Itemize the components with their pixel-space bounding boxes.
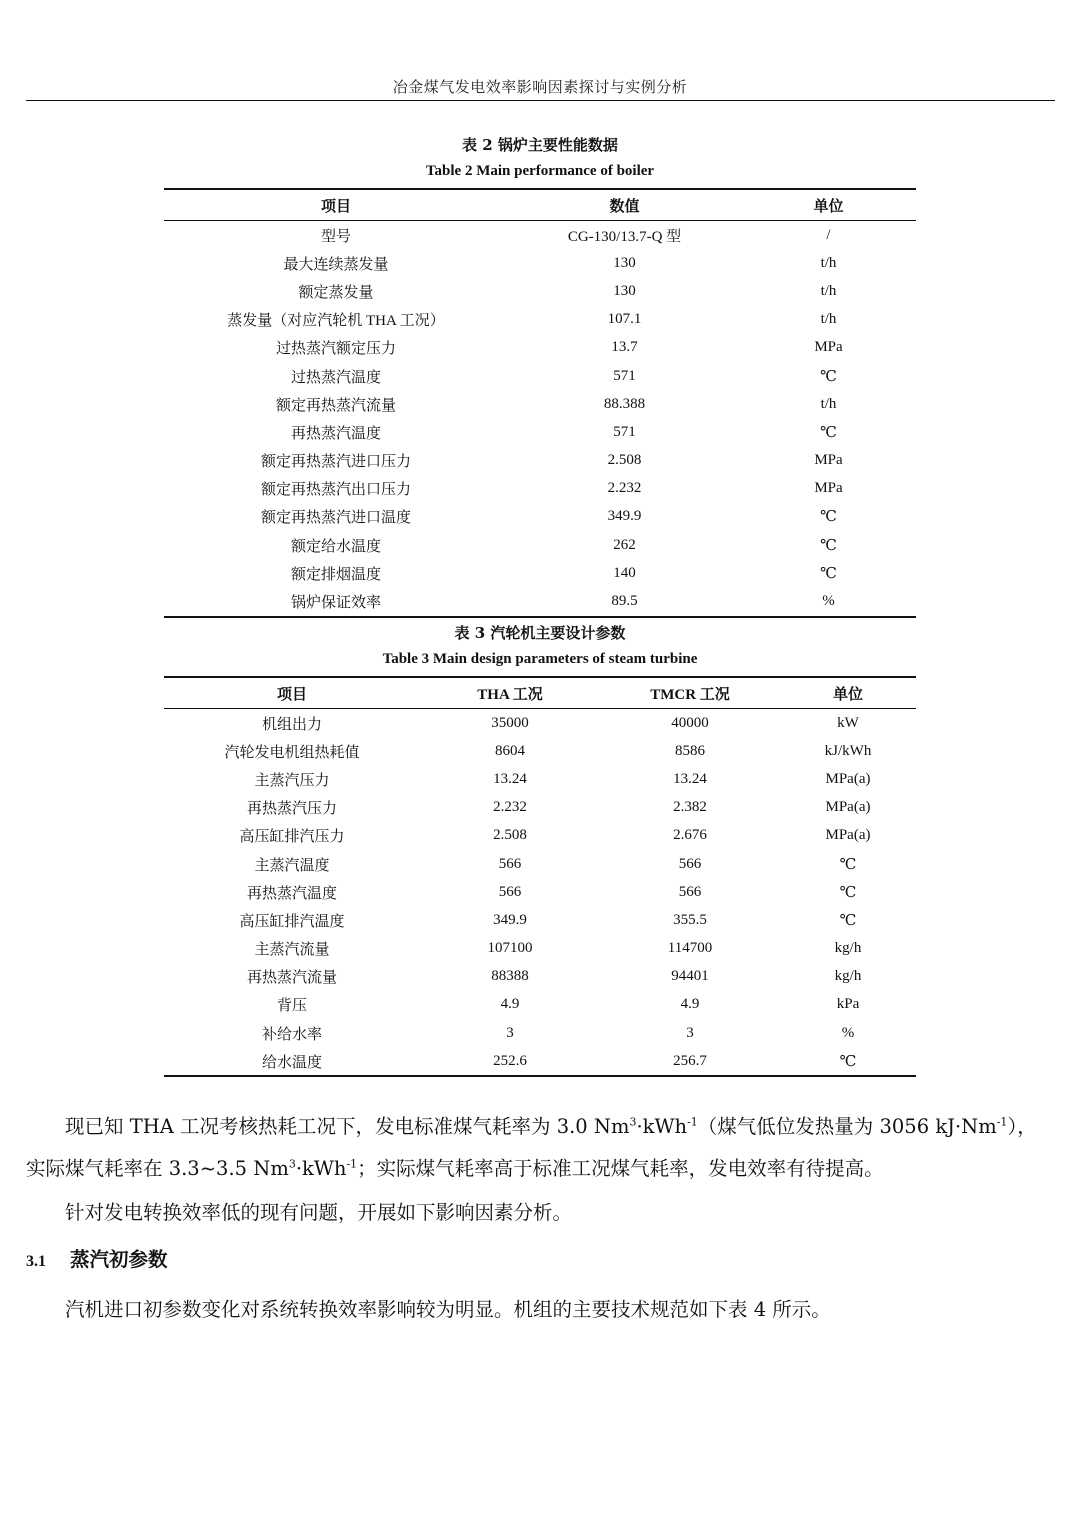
- table-cell: 额定再热蒸汽进口温度: [260, 510, 411, 527]
- table-cell: 355.5: [673, 911, 707, 928]
- section-heading: [26, 1244, 168, 1272]
- section-title: 蒸汽初参数: [70, 1248, 168, 1271]
- table-row: [164, 559, 916, 587]
- table-cell: ℃: [780, 1047, 916, 1076]
- table-cell: 2.232: [607, 480, 642, 497]
- table-header-row: [164, 189, 916, 221]
- table-cell: 2.382: [673, 799, 707, 816]
- table-row: [164, 737, 916, 765]
- table-row: [164, 709, 916, 738]
- table-cell: MPa(a): [825, 799, 871, 816]
- table-cell: 566: [498, 855, 522, 872]
- table-cell: 262: [613, 536, 636, 553]
- table-cell: 89.5: [508, 587, 741, 616]
- paragraph-text: ·kWh: [636, 1115, 688, 1138]
- table-cell: 额定蒸发量: [298, 284, 374, 301]
- table-cell: 额定给水温度: [290, 538, 381, 555]
- paragraph-text: （煤气低位发热量为 3056 kJ·Nm: [697, 1115, 997, 1138]
- table-row: [164, 794, 916, 822]
- table-row: [164, 249, 916, 277]
- table-cell: /: [826, 226, 831, 243]
- table-cell: 补给水率: [261, 1026, 322, 1043]
- table-cell: 主蒸汽流量: [254, 942, 330, 959]
- table-cell: 130: [613, 282, 636, 299]
- table-cell: 349.9: [493, 911, 527, 928]
- table-cell: 再热蒸汽流量: [246, 970, 337, 987]
- table-cell: 锅炉保证效率: [164, 587, 508, 616]
- table-cell: t/h: [820, 311, 837, 328]
- table-cell: 3: [506, 1024, 514, 1041]
- table-row: [164, 221, 916, 250]
- table-cell: 2.676: [673, 827, 707, 844]
- table-row: [164, 850, 916, 878]
- table-cell: 再热蒸汽温度: [290, 425, 381, 442]
- table-cell: kW: [837, 714, 859, 731]
- table-cell: 13.24: [673, 770, 707, 787]
- table-cell: 8586: [675, 742, 705, 759]
- table-cell: 额定再热蒸汽出口压力: [260, 482, 411, 499]
- table-cell: 机组出力: [261, 716, 322, 733]
- body-paragraph: [26, 1106, 1056, 1190]
- table-row: [164, 822, 916, 850]
- table-cell: 107.1: [607, 311, 642, 328]
- superscript: -1: [996, 1115, 1008, 1129]
- table-cell: 252.6: [420, 1047, 600, 1076]
- table-cell: 35000: [491, 714, 529, 731]
- table-cell: 汽轮发电机组热耗值: [224, 744, 360, 761]
- table-cell: 571: [613, 367, 636, 384]
- table-cell: 过热蒸汽温度: [290, 369, 381, 386]
- section-number: 3.1: [26, 1253, 46, 1270]
- table-cell: 13.24: [493, 770, 527, 787]
- table-row: [164, 587, 916, 616]
- table-cell: 额定再热蒸汽进口压力: [260, 454, 411, 471]
- table-row: [164, 390, 916, 418]
- table-row: [164, 991, 916, 1019]
- table-row: [164, 277, 916, 305]
- table-cell: %: [741, 587, 916, 616]
- table-cell: MPa: [814, 452, 843, 469]
- table-cell: ℃: [839, 856, 857, 873]
- table-cell: MPa: [814, 480, 843, 497]
- table-cell: 最大连续蒸发量: [283, 256, 389, 273]
- table-cell: ℃: [820, 509, 837, 526]
- table-cell: 40000: [671, 714, 709, 731]
- paragraph-text: ），实际煤气耗率在 3.3~3.5 Nm: [26, 1115, 1037, 1180]
- table-cell: 过热蒸汽额定压力: [275, 341, 396, 358]
- table-row: [164, 878, 916, 906]
- superscript: -1: [346, 1157, 358, 1171]
- table-cell: 571: [613, 423, 636, 440]
- table-cell: 4.9: [500, 996, 520, 1013]
- table3-caption-cn: 表 3 汽轮机主要设计参数: [454, 624, 626, 642]
- table-row: [164, 531, 916, 559]
- table-cell: 高压缸排汽压力: [239, 829, 345, 846]
- table-cell: ℃: [820, 368, 837, 385]
- table-cell: 8604: [495, 742, 525, 759]
- table-row: [164, 935, 916, 963]
- table-cell: 566: [678, 883, 702, 900]
- table-cell: ℃: [839, 884, 857, 901]
- table-cell: 3: [686, 1024, 694, 1041]
- table-cell: MPa: [814, 339, 843, 356]
- table-cell: 给水温度: [164, 1047, 420, 1076]
- column-header: 单位: [741, 189, 916, 221]
- table-cell: 蒸发量（对应汽轮机 THA 工况）: [227, 313, 445, 330]
- boiler-performance-table: [164, 188, 916, 618]
- table-cell: t/h: [820, 395, 837, 412]
- table-cell: 2.232: [493, 799, 527, 816]
- table-cell: 140: [613, 564, 636, 581]
- body-paragraph: 汽机进口初参数变化对系统转换效率影响较为明显。机组的主要技术规范如下表 4 所示。: [65, 1298, 831, 1321]
- table-cell: kJ/kWh: [824, 742, 872, 759]
- table-row: [164, 765, 916, 793]
- table-cell: 主蒸汽温度: [254, 857, 330, 874]
- table-cell: ℃: [820, 424, 837, 441]
- table3-caption-en: Table 3 Main design parameters of steam turbine: [382, 651, 698, 667]
- table-row: [164, 1019, 916, 1047]
- paragraph-text: ·kWh: [295, 1157, 347, 1180]
- table-cell: ℃: [820, 537, 837, 554]
- table-cell: 2.508: [493, 827, 527, 844]
- table-cell: 背压: [276, 998, 307, 1015]
- table-row: [164, 963, 916, 991]
- table-cell: 114700: [667, 940, 713, 957]
- table-cell: 再热蒸汽压力: [246, 801, 337, 818]
- table-row: [164, 475, 916, 503]
- table-cell: 13.7: [611, 339, 638, 356]
- table-cell: 型号: [320, 228, 351, 245]
- table-cell: 88.388: [603, 395, 646, 412]
- column-header: TMCR 工况: [600, 677, 780, 709]
- superscript: 3: [629, 1115, 637, 1129]
- table-cell: %: [841, 1024, 855, 1041]
- table-header-row: [164, 677, 916, 709]
- table-cell: 88388: [491, 968, 529, 985]
- table-cell: kg/h: [834, 968, 862, 985]
- body-paragraph: 针对发电转换效率低的现有问题，开展如下影响因素分析。: [65, 1201, 573, 1224]
- table-row: [164, 418, 916, 446]
- table-cell: 94401: [671, 968, 709, 985]
- table-cell: 高压缸排汽温度: [239, 913, 345, 930]
- column-header: 项目: [164, 189, 508, 221]
- table-cell: 额定再热蒸汽流量: [275, 397, 396, 414]
- superscript: 3: [288, 1157, 296, 1171]
- table-row: [164, 334, 916, 362]
- table-row: [164, 906, 916, 934]
- table-cell: MPa(a): [825, 827, 871, 844]
- turbine-design-table: [164, 676, 916, 1077]
- paragraph-text: 现已知 THA 工况考核热耗工况下，发电标准煤气耗率为 3.0 Nm: [65, 1115, 630, 1138]
- table-cell: CG-130/13.7-Q 型: [567, 228, 682, 245]
- table-cell: 566: [498, 883, 522, 900]
- column-header: 数值: [508, 189, 741, 221]
- table-cell: MPa(a): [825, 770, 871, 787]
- header-rule: [26, 100, 1055, 101]
- table2-caption-en: Table 2 Main performance of boiler: [425, 163, 655, 179]
- table2-caption-cn: 表 2 锅炉主要性能数据: [462, 136, 618, 154]
- table-row: [164, 503, 916, 531]
- table-cell: ℃: [820, 565, 837, 582]
- column-header: THA 工况: [420, 677, 600, 709]
- table-cell: kg/h: [834, 940, 862, 957]
- table-cell: 349.9: [607, 508, 642, 525]
- table-cell: 256.7: [600, 1047, 780, 1076]
- table-cell: 107100: [487, 940, 533, 957]
- running-header: 冶金煤气发电效率影响因素探讨与实例分析: [392, 78, 688, 96]
- table-cell: 4.9: [680, 996, 700, 1013]
- column-header: 项目: [164, 677, 420, 709]
- table-cell: 2.508: [607, 452, 642, 469]
- table-row: [164, 362, 916, 390]
- table-row: [164, 447, 916, 475]
- table-cell: 额定排烟温度: [290, 566, 381, 583]
- table-cell: 再热蒸汽温度: [246, 885, 337, 902]
- table-cell: 130: [613, 254, 636, 271]
- table-row: [164, 1047, 916, 1076]
- table-cell: t/h: [820, 282, 837, 299]
- table-cell: ℃: [839, 912, 857, 929]
- paragraph-text: ；实际煤气耗率高于标准工况煤气耗率，发电效率有待提高。: [357, 1157, 884, 1180]
- table-cell: kPa: [836, 996, 860, 1013]
- table-cell: 主蒸汽压力: [254, 772, 330, 789]
- table-row: [164, 306, 916, 334]
- column-header: 单位: [780, 677, 916, 709]
- table-cell: t/h: [820, 254, 837, 271]
- superscript: -1: [687, 1115, 698, 1129]
- table-cell: 566: [678, 855, 702, 872]
